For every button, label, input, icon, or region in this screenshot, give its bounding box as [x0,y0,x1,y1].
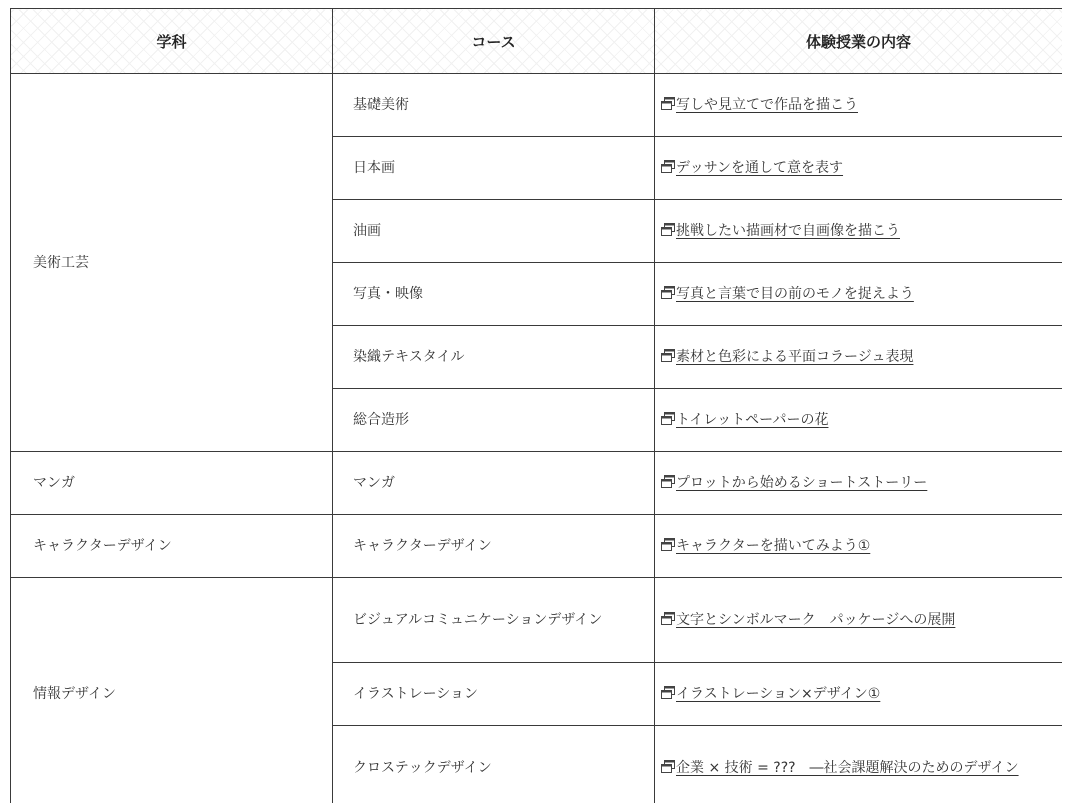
department-cell: 情報デザイン [11,578,333,803]
course-cell: クロステックデザイン [333,726,655,803]
department-cell: 美術工芸 [11,74,333,452]
table-row [11,578,1063,663]
department-cell: キャラクターデザイン [11,515,333,578]
header-content: 体験授業の内容 [655,9,1063,74]
external-window-icon [661,286,675,299]
external-window-icon [661,760,675,773]
external-window-icon [661,349,675,362]
external-window-icon [661,475,675,488]
content-cell [655,389,1063,452]
lesson-link[interactable]: 企業 × 技術 = ??? ―社会課題解決のためのデザイン [676,760,1019,776]
content-cell [655,663,1063,726]
lesson-link[interactable]: キャラクターを描いてみよう① [676,538,871,554]
content-cell [655,326,1063,389]
lesson-link[interactable]: 素材と色彩による平面コラージュ表現 [676,349,914,365]
course-cell: イラストレーション [333,663,655,726]
content-cell [655,515,1063,578]
content-cell [655,200,1063,263]
trial-class-table-container [10,8,1062,803]
lesson-link[interactable]: プロットから始めるショートストーリー [676,475,928,491]
header-department: 学科 [11,9,333,74]
course-cell: マンガ [333,452,655,515]
external-window-icon [661,97,675,110]
lesson-link[interactable]: イラストレーション×デザイン① [676,686,881,702]
content-cell [655,74,1063,137]
content-cell [655,578,1063,663]
external-window-icon [661,160,675,173]
table-header-row [11,9,1063,74]
external-window-icon [661,412,675,425]
lesson-link[interactable]: 文字とシンボルマーク パッケージへの展開 [676,612,956,628]
lesson-link[interactable]: トイレットペーパーの花 [676,412,829,428]
header-course: コース [333,9,655,74]
course-cell: キャラクターデザイン [333,515,655,578]
table-row [11,74,1063,137]
course-cell: 写真・映像 [333,263,655,326]
content-cell [655,263,1063,326]
course-cell: 基礎美術 [333,74,655,137]
trial-class-table [10,8,1062,803]
lesson-link[interactable]: 写しや見立てで作品を描こう [676,97,858,113]
course-cell: 油画 [333,200,655,263]
table-row [11,515,1063,578]
lesson-link[interactable]: 写真と言葉で目の前のモノを捉えよう [676,286,914,302]
content-cell [655,452,1063,515]
external-window-icon [661,686,675,699]
external-window-icon [661,538,675,551]
lesson-link[interactable]: 挑戦したい描画材で自画像を描こう [676,223,900,239]
external-window-icon [661,612,675,625]
table-body [11,74,1063,803]
external-window-icon [661,223,675,236]
course-cell: 日本画 [333,137,655,200]
lesson-link[interactable]: デッサンを通して意を表す [676,160,844,176]
content-cell [655,137,1063,200]
content-cell [655,726,1063,803]
table-row [11,452,1063,515]
course-cell: 染織テキスタイル [333,326,655,389]
course-cell: ビジュアルコミュニケーションデザイン [333,578,655,663]
department-cell: マンガ [11,452,333,515]
course-cell: 総合造形 [333,389,655,452]
